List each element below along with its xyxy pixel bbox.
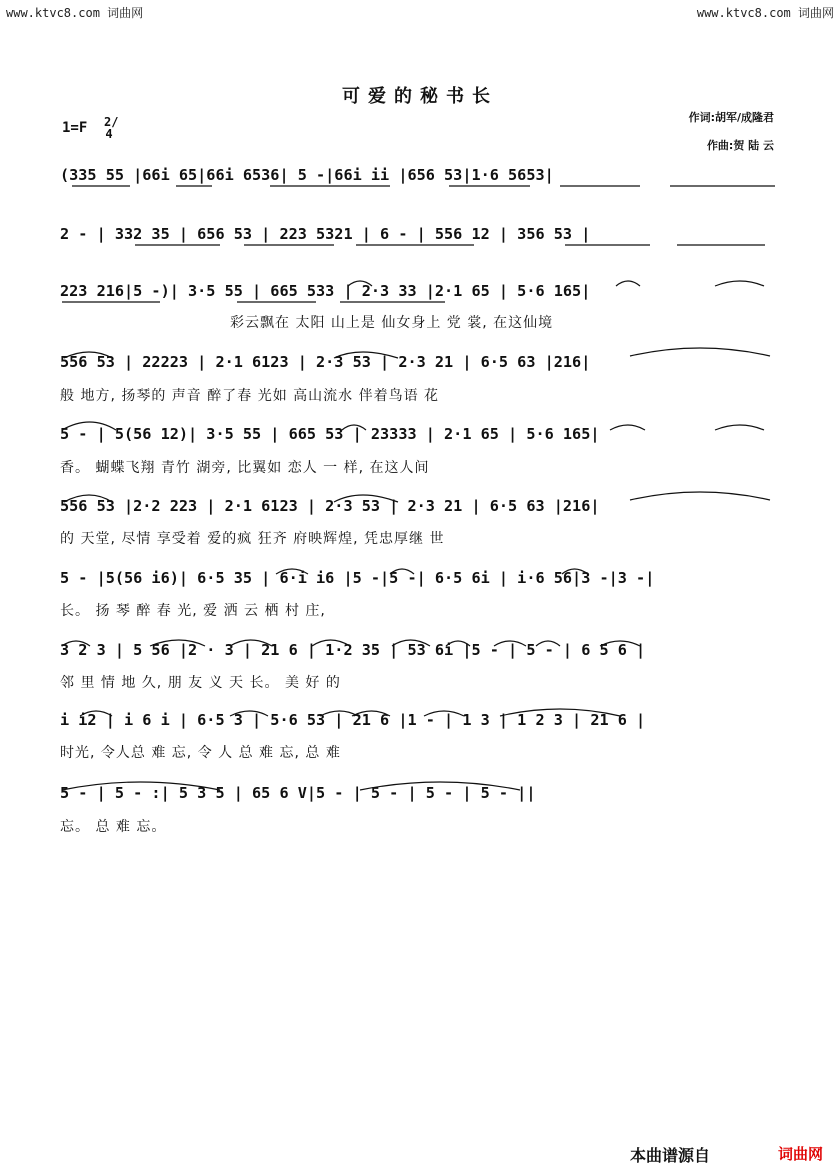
score-row-3-notes: 223 216|5 -)| 3·5 55 | 665 533 | 2·3 33 |2·1 65 | 5·6 165|: [60, 282, 591, 300]
score-row-5-lyrics: 香。 蝴蝶飞翔 青竹 湖旁, 比翼如 恋人 一 样, 在这人间: [60, 460, 430, 476]
slur: [616, 281, 640, 286]
score-row-3-lyrics: 彩云飘在 太阳 山上是 仙女身上 党 裳, 在这仙境: [230, 315, 554, 331]
song-title: 可爱的秘书长: [342, 86, 498, 107]
slur: [80, 711, 112, 716]
slur: [600, 641, 640, 646]
slur: [334, 352, 398, 358]
slur: [494, 641, 526, 646]
slur: [630, 492, 770, 500]
slur: [230, 711, 268, 716]
watermark-left: www.ktvc8.com 词曲网: [6, 6, 144, 20]
slur: [150, 640, 205, 646]
slur: [390, 569, 414, 574]
slur: [424, 711, 464, 716]
score-row-6-lyrics: 的 天堂, 尽情 享受着 爱的疯 狂齐 府映辉煌, 凭忠厚继 世: [60, 531, 445, 547]
slur: [610, 425, 645, 430]
slur: [392, 640, 430, 646]
score-row-9-notes: i i2 | i 6 i | 6·5 3 | 5·6 53 | 21 6 |1 - | 1 3 | 1 2 3 | 21 6 |: [60, 711, 646, 729]
score-row-9-lyrics: 时光, 令人总 难 忘, 令 人 总 难 忘, 总 难: [60, 745, 341, 761]
score-row-7-lyrics: 长。 扬 琴 醉 春 光, 爱 洒 云 栖 村 庄,: [60, 603, 326, 619]
slur: [500, 709, 620, 716]
composer: 作曲:贺 陆 云: [706, 139, 774, 152]
slur: [276, 569, 308, 574]
score-row-7-notes: 5 - |5(56 i6)| 6·5 35 | 6·i i6 |5 -|5 -| 6·5 6i | i·6 56|3 -|3 -|: [60, 569, 655, 587]
score-row-2-notes: 2 - | 332 35 | 656 53 | 223 5321 | 6 - | 556 12 | 356 53 |: [60, 225, 591, 243]
slur: [230, 640, 272, 646]
score-row-4-notes: 556 53 | 22223 | 2·1 6123 | 2·3 53 | 2·3 21 | 6·5 63 |216|: [60, 353, 591, 371]
slur: [62, 782, 220, 790]
score-row-1-notes: (335 55 |66i 65|66i 6536| 5 -|66i ii |656 53|1·6 5653|: [60, 166, 554, 184]
slur: [62, 641, 90, 646]
slur: [715, 425, 764, 430]
slur: [562, 569, 588, 574]
slur: [348, 281, 372, 286]
score-row-8-notes: 3 2 3 | 5 56 |2 · 3 | 21 6 | 1·2 35 | 53 6i |5 - | 5 - | 6 5 6 |: [60, 641, 646, 659]
slur: [342, 425, 366, 430]
score-row-6-notes: 556 53 |2·2 223 | 2·1 6123 | 2·3 53 | 2·3 21 | 6·5 63 |216|: [60, 497, 600, 515]
watermark-right: www.ktvc8.com 词曲网: [696, 6, 834, 20]
slur: [312, 640, 350, 646]
slur: [446, 641, 470, 646]
site-logo[interactable]: 词曲网: [778, 1145, 824, 1163]
slur: [715, 281, 764, 286]
slur: [630, 348, 770, 356]
slur: [62, 422, 116, 430]
score-row-4-lyrics: 般 地方, 扬琴的 声音 醉了春 光如 高山流水 伴着鸟语 花: [60, 388, 440, 404]
slur: [360, 782, 520, 790]
score-row-10-lyrics: 忘。 总 难 忘。: [60, 819, 167, 835]
slur: [334, 495, 398, 502]
time-signature-value: 2/4: [104, 115, 119, 141]
source-text: 本曲谱源自: [630, 1146, 711, 1165]
slur: [536, 641, 560, 646]
score-row-10-notes: 5 - | 5 - :| 5 3 5 | 65 6 V|5 - | 5 - | 5 - | 5 - ||: [60, 784, 536, 802]
slur: [64, 495, 112, 502]
key-signature: 1=F: [62, 120, 88, 136]
score-row-5-notes: 5 - | 5(56 12)| 3·5 55 | 665 53 | 23333 | 2·1 65 | 5·6 165|: [60, 425, 600, 443]
slur: [64, 352, 112, 358]
score-row-8-lyrics: 邻 里 情 地 久, 朋 友 义 天 长。 美 好 的: [60, 675, 341, 691]
lyricist: 作词:胡军/成隆君: [688, 111, 774, 124]
